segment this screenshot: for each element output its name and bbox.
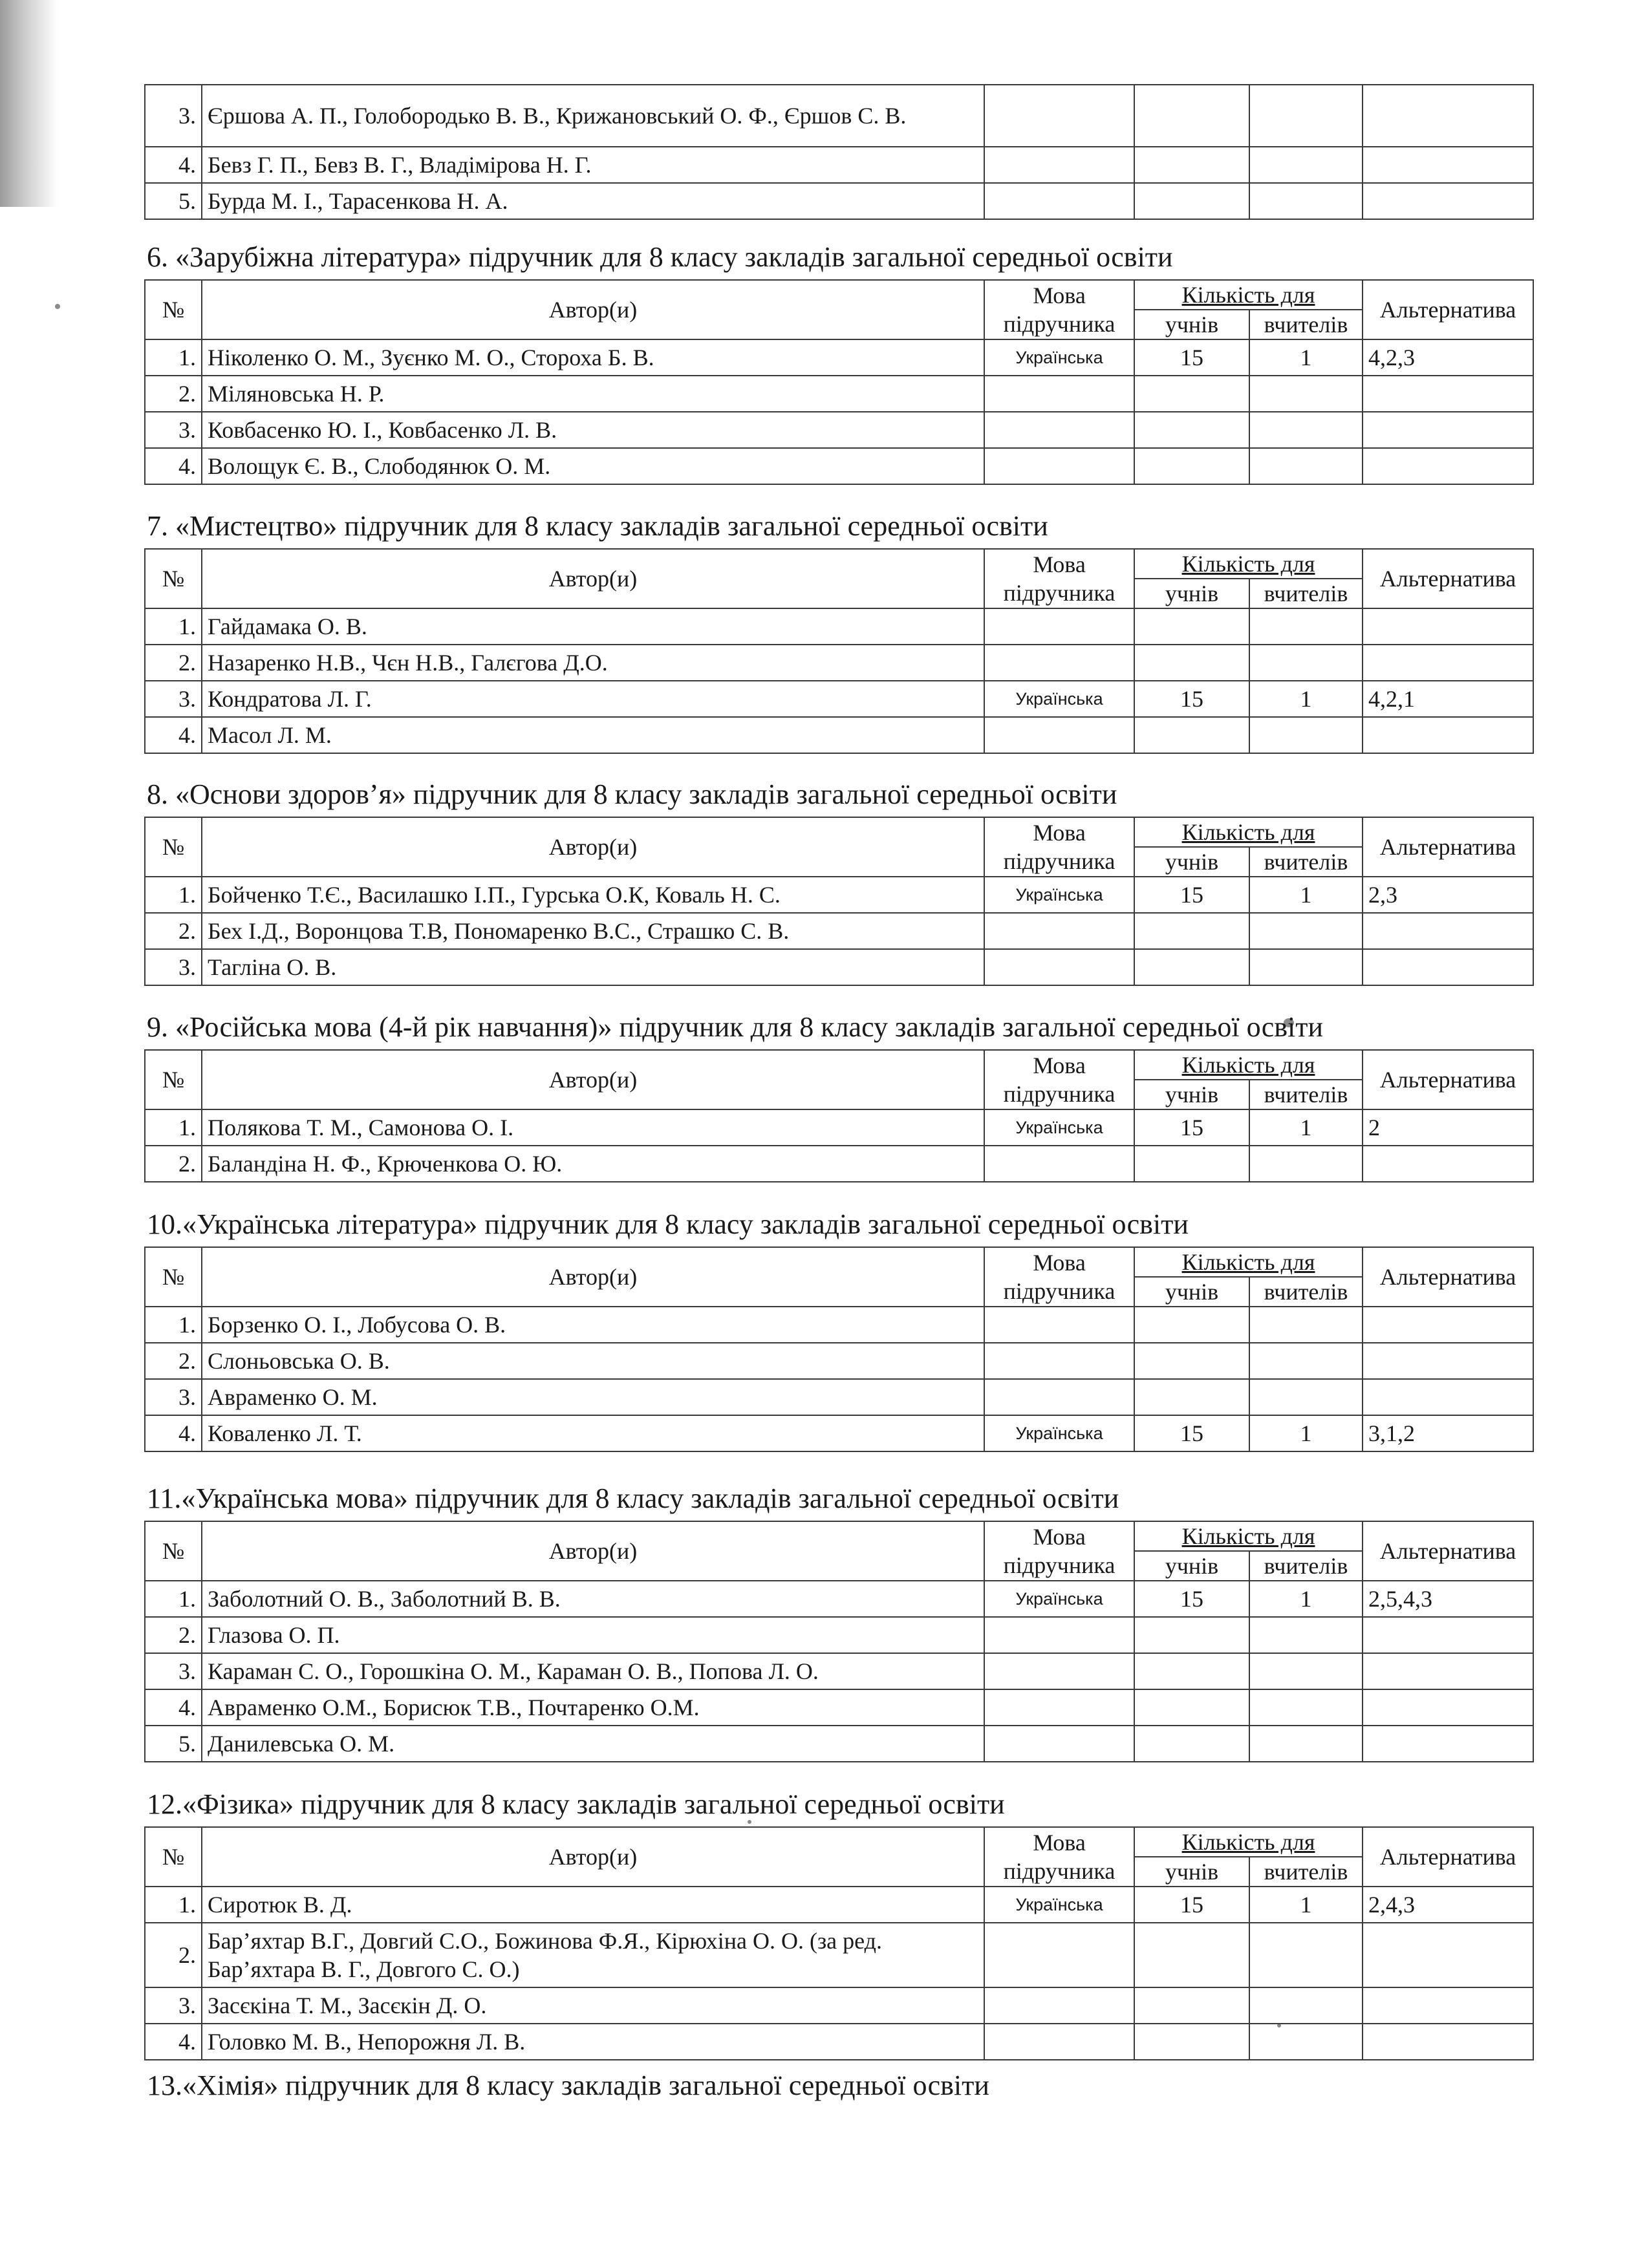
col-header-alternative: Альтернатива xyxy=(1363,549,1533,608)
row-number: 3. xyxy=(145,412,202,448)
continued-table xyxy=(144,84,1534,220)
row-authors: Данилевська О. М. xyxy=(202,1726,984,1762)
col-header-alternative: Альтернатива xyxy=(1363,817,1533,877)
row-students-count xyxy=(1134,183,1249,219)
col-header-quantity: Кількість для xyxy=(1134,1247,1363,1277)
row-language: Українська xyxy=(984,681,1134,717)
row-alternative xyxy=(1363,448,1533,484)
row-number: 3. xyxy=(145,1987,202,2024)
row-alternative xyxy=(1363,376,1533,412)
row-number: 1. xyxy=(145,877,202,913)
row-teachers-count: 1 xyxy=(1249,681,1363,717)
col-header-num: № xyxy=(145,1827,202,1887)
table-row xyxy=(145,913,1533,949)
col-header-authors: Автор(и) xyxy=(202,280,984,339)
col-header-teachers: вчителів xyxy=(1249,1857,1363,1887)
col-header-quantity: Кількість для xyxy=(1134,817,1363,847)
col-header-num: № xyxy=(145,1521,202,1581)
section-block xyxy=(144,1208,1533,1452)
row-students-count xyxy=(1134,448,1249,484)
col-header-alternative: Альтернатива xyxy=(1363,1247,1533,1307)
row-teachers-count xyxy=(1249,1617,1363,1653)
col-header-students: учнів xyxy=(1134,847,1249,877)
row-authors: Сиротюк В. Д. xyxy=(202,1887,984,1923)
row-alternative xyxy=(1363,2024,1533,2060)
row-language xyxy=(984,1987,1134,2024)
row-language: Українська xyxy=(984,1887,1134,1923)
row-teachers-count: 1 xyxy=(1249,877,1363,913)
row-alternative: 4,2,3 xyxy=(1363,339,1533,376)
row-students-count xyxy=(1134,85,1249,147)
row-authors: Бех І.Д., Воронцова Т.В, Пономаренко В.С., Страшко С. В. xyxy=(202,913,984,949)
section-heading: 9. «Російська мова (4-й рік навчання)» підручник для 8 класу закладів загальної середньої освіти xyxy=(147,1011,1324,1043)
row-teachers-count xyxy=(1249,1146,1363,1182)
col-header-students: учнів xyxy=(1134,1551,1249,1581)
row-authors: Гайдамака О. В. xyxy=(202,608,984,645)
row-language xyxy=(984,1307,1134,1343)
col-header-num: № xyxy=(145,817,202,877)
table-header-row xyxy=(145,817,1533,847)
row-number: 2. xyxy=(145,1923,202,1987)
row-authors: Волощук Є. В., Слободянюк О. М. xyxy=(202,448,984,484)
table-row xyxy=(145,1987,1533,2024)
textbook-table xyxy=(144,1826,1534,2060)
col-header-quantity: Кількість для xyxy=(1134,1050,1363,1080)
row-students-count xyxy=(1134,645,1249,681)
row-authors: Засєкіна Т. М., Засєкін Д. О. xyxy=(202,1987,984,2024)
row-authors: Назаренко Н.В., Чєн Н.В., Галєгова Д.О. xyxy=(202,645,984,681)
row-alternative: 2,3 xyxy=(1363,877,1533,913)
row-number: 1. xyxy=(145,1581,202,1617)
table-row xyxy=(145,645,1533,681)
row-students-count xyxy=(1134,1987,1249,2024)
row-students-count xyxy=(1134,1689,1249,1726)
row-teachers-count xyxy=(1249,1726,1363,1762)
row-alternative xyxy=(1363,1653,1533,1689)
row-language xyxy=(984,147,1134,183)
row-number: 5. xyxy=(145,1726,202,1762)
row-authors: Бойченко Т.Є., Василашко І.П., Гурська О.К, Коваль Н. С. xyxy=(202,877,984,913)
col-header-teachers: вчителів xyxy=(1249,1277,1363,1307)
row-authors: Заболотний О. В., Заболотний В. В. xyxy=(202,1581,984,1617)
row-authors: Коваленко Л. Т. xyxy=(202,1415,984,1451)
row-alternative xyxy=(1363,412,1533,448)
row-authors: Полякова Т. М., Самонова О. І. xyxy=(202,1109,984,1146)
row-authors: Караман С. О., Горошкіна О. М., Караман О. В., Попова Л. О. xyxy=(202,1653,984,1689)
row-alternative xyxy=(1363,85,1533,147)
row-number: 4. xyxy=(145,448,202,484)
col-header-language: Мова підручника xyxy=(984,1247,1134,1307)
row-students-count xyxy=(1134,1379,1249,1415)
row-authors: Міляновська Н. Р. xyxy=(202,376,984,412)
row-students-count xyxy=(1134,1343,1249,1379)
col-header-num: № xyxy=(145,1247,202,1307)
row-students-count xyxy=(1134,1923,1249,1987)
col-header-authors: Автор(и) xyxy=(202,817,984,877)
row-students-count xyxy=(1134,1726,1249,1762)
row-language xyxy=(984,85,1134,147)
row-number: 2. xyxy=(145,376,202,412)
row-number: 1. xyxy=(145,1109,202,1146)
col-header-language: Мова підручника xyxy=(984,1827,1134,1887)
section-block xyxy=(144,1788,1533,2060)
table-row xyxy=(145,2024,1533,2060)
row-teachers-count xyxy=(1249,376,1363,412)
row-students-count xyxy=(1134,2024,1249,2060)
row-language xyxy=(984,1653,1134,1689)
row-language xyxy=(984,645,1134,681)
textbook-table xyxy=(144,1049,1534,1182)
row-number: 4. xyxy=(145,1689,202,1726)
col-header-students: учнів xyxy=(1134,310,1249,339)
row-language xyxy=(984,913,1134,949)
row-alternative: 2,5,4,3 xyxy=(1363,1581,1533,1617)
row-students-count xyxy=(1134,949,1249,985)
row-students-count xyxy=(1134,717,1249,753)
row-language xyxy=(984,376,1134,412)
row-number: 4. xyxy=(145,147,202,183)
col-header-authors: Автор(и) xyxy=(202,1247,984,1307)
row-students-count: 15 xyxy=(1134,339,1249,376)
table-row xyxy=(145,1887,1533,1923)
row-authors: Бар’яхтар В.Г., Довгий С.О., Божинова Ф.Я., Кірюхіна О. О. (за ред. Бар’яхтара В. Г., Довгого С. О.) xyxy=(202,1923,984,1987)
row-number: 1. xyxy=(145,1307,202,1343)
table-header-row xyxy=(145,1247,1533,1277)
row-number: 3. xyxy=(145,85,202,147)
row-authors: Бевз Г. П., Бевз В. Г., Владімірова Н. Г. xyxy=(202,147,984,183)
row-teachers-count xyxy=(1249,717,1363,753)
row-language xyxy=(984,717,1134,753)
section-heading: 6. «Зарубіжна література» підручник для 8 класу закладів загальної середньої освіти xyxy=(147,241,1173,273)
row-teachers-count: 1 xyxy=(1249,1109,1363,1146)
row-alternative: 2,4,3 xyxy=(1363,1887,1533,1923)
section-heading: 8. «Основи здоров’я» підручник для 8 класу закладів загальної середньої освіти xyxy=(147,778,1117,810)
row-students-count xyxy=(1134,376,1249,412)
row-language xyxy=(984,1726,1134,1762)
col-header-alternative: Альтернатива xyxy=(1363,280,1533,339)
col-header-quantity: Кількість для xyxy=(1134,1827,1363,1857)
table-row xyxy=(145,147,1533,183)
section-block xyxy=(144,1011,1533,1182)
col-header-teachers: вчителів xyxy=(1249,847,1363,877)
col-header-authors: Автор(и) xyxy=(202,1521,984,1581)
table-row xyxy=(145,1343,1533,1379)
row-students-count xyxy=(1134,1653,1249,1689)
row-number: 2. xyxy=(145,1146,202,1182)
table-row xyxy=(145,1109,1533,1146)
row-alternative xyxy=(1363,183,1533,219)
table-header-row xyxy=(145,1521,1533,1551)
table-row xyxy=(145,448,1533,484)
table-row xyxy=(145,1581,1533,1617)
scan-speck xyxy=(55,304,60,309)
row-students-count: 15 xyxy=(1134,1415,1249,1451)
table-row xyxy=(145,1653,1533,1689)
col-header-language: Мова підручника xyxy=(984,817,1134,877)
row-language xyxy=(984,1689,1134,1726)
row-teachers-count xyxy=(1249,1689,1363,1726)
row-authors: Масол Л. М. xyxy=(202,717,984,753)
col-header-teachers: вчителів xyxy=(1249,310,1363,339)
row-alternative xyxy=(1363,147,1533,183)
row-number: 2. xyxy=(145,1343,202,1379)
table-row xyxy=(145,1307,1533,1343)
row-alternative xyxy=(1363,913,1533,949)
section-block xyxy=(144,2069,1533,2108)
row-teachers-count: 1 xyxy=(1249,1581,1363,1617)
row-teachers-count: 1 xyxy=(1249,1415,1363,1451)
continued-table-block xyxy=(144,84,1533,220)
row-alternative: 3,1,2 xyxy=(1363,1415,1533,1451)
table-row xyxy=(145,1415,1533,1451)
col-header-language: Мова підручника xyxy=(984,1521,1134,1581)
textbook-table xyxy=(144,1246,1534,1452)
table-row xyxy=(145,1726,1533,1762)
col-header-quantity: Кількість для xyxy=(1134,1521,1363,1551)
row-alternative xyxy=(1363,1307,1533,1343)
row-alternative: 4,2,1 xyxy=(1363,681,1533,717)
row-number: 4. xyxy=(145,1415,202,1451)
col-header-num: № xyxy=(145,549,202,608)
row-teachers-count xyxy=(1249,85,1363,147)
row-teachers-count xyxy=(1249,147,1363,183)
section-heading: 11.«Українська мова» підручник для 8 класу закладів загальної середньої освіти xyxy=(147,1482,1119,1514)
col-header-language: Мова підручника xyxy=(984,1050,1134,1109)
row-number: 2. xyxy=(145,645,202,681)
section-heading: 10.«Українська література» підручник для 8 класу закладів загальної середньої освіти xyxy=(147,1208,1189,1240)
col-header-language: Мова підручника xyxy=(984,549,1134,608)
col-header-teachers: вчителів xyxy=(1249,579,1363,608)
row-number: 1. xyxy=(145,608,202,645)
row-students-count xyxy=(1134,1146,1249,1182)
row-alternative xyxy=(1363,1146,1533,1182)
row-teachers-count xyxy=(1249,1923,1363,1987)
row-language: Українська xyxy=(984,339,1134,376)
table-row xyxy=(145,681,1533,717)
section-block xyxy=(144,778,1533,986)
table-row xyxy=(145,1689,1533,1726)
row-alternative: 2 xyxy=(1363,1109,1533,1146)
col-header-alternative: Альтернатива xyxy=(1363,1827,1533,1887)
table-row xyxy=(145,183,1533,219)
row-teachers-count xyxy=(1249,913,1363,949)
table-row xyxy=(145,1923,1533,1987)
section-block xyxy=(144,1482,1533,1762)
row-alternative xyxy=(1363,717,1533,753)
row-students-count: 15 xyxy=(1134,1887,1249,1923)
row-alternative xyxy=(1363,1987,1533,2024)
row-teachers-count xyxy=(1249,1987,1363,2024)
row-authors: Ковбасенко Ю. І., Ковбасенко Л. В. xyxy=(202,412,984,448)
row-language xyxy=(984,1379,1134,1415)
col-header-students: учнів xyxy=(1134,579,1249,608)
section-heading: 12.«Фізика» підручник для 8 класу закладів загальної середньої освіти xyxy=(147,1788,1005,1820)
col-header-authors: Автор(и) xyxy=(202,549,984,608)
row-authors: Кондратова Л. Г. xyxy=(202,681,984,717)
row-teachers-count xyxy=(1249,1379,1363,1415)
row-language: Українська xyxy=(984,877,1134,913)
row-authors: Авраменко О. М. xyxy=(202,1379,984,1415)
table-row xyxy=(145,1617,1533,1653)
row-authors: Слоньовська О. В. xyxy=(202,1343,984,1379)
row-language xyxy=(984,2024,1134,2060)
row-students-count xyxy=(1134,1307,1249,1343)
col-header-quantity: Кількість для xyxy=(1134,549,1363,579)
row-language xyxy=(984,949,1134,985)
row-language: Українська xyxy=(984,1415,1134,1451)
row-alternative xyxy=(1363,608,1533,645)
table-row xyxy=(145,85,1533,147)
row-authors: Борзенко О. І., Лобусова О. В. xyxy=(202,1307,984,1343)
row-authors: Глазова О. П. xyxy=(202,1617,984,1653)
section-heading: 13.«Хімія» підручник для 8 класу закладів загальної середньої освіти xyxy=(147,2070,989,2101)
row-students-count: 15 xyxy=(1134,681,1249,717)
col-header-num: № xyxy=(145,280,202,339)
table-row xyxy=(145,376,1533,412)
row-number: 3. xyxy=(145,1379,202,1415)
col-header-alternative: Альтернатива xyxy=(1363,1050,1533,1109)
row-teachers-count xyxy=(1249,1307,1363,1343)
row-authors: Єршова А. П., Голобородько В. В., Крижановський О. Ф., Єршов С. В. xyxy=(202,85,984,147)
row-alternative xyxy=(1363,1343,1533,1379)
row-alternative xyxy=(1363,1617,1533,1653)
row-teachers-count xyxy=(1249,412,1363,448)
col-header-students: учнів xyxy=(1134,1080,1249,1109)
row-authors: Бурда М. І., Тарасенкова Н. А. xyxy=(202,183,984,219)
row-language: Українська xyxy=(984,1581,1134,1617)
table-row xyxy=(145,949,1533,985)
section-block xyxy=(144,509,1533,754)
textbook-table xyxy=(144,1521,1534,1762)
section-heading: 7. «Мистецтво» підручник для 8 класу закладів загальної середньої освіти xyxy=(147,510,1048,542)
col-header-authors: Автор(и) xyxy=(202,1050,984,1109)
section-block xyxy=(144,241,1533,485)
row-teachers-count xyxy=(1249,183,1363,219)
table-header-row xyxy=(145,280,1533,310)
table-row xyxy=(145,717,1533,753)
row-students-count: 15 xyxy=(1134,1109,1249,1146)
row-alternative xyxy=(1363,1689,1533,1726)
row-number: 3. xyxy=(145,681,202,717)
table-row xyxy=(145,412,1533,448)
textbook-table xyxy=(144,279,1534,485)
col-header-teachers: вчителів xyxy=(1249,1551,1363,1581)
textbook-table xyxy=(144,548,1534,754)
row-language xyxy=(984,1146,1134,1182)
row-number: 1. xyxy=(145,1887,202,1923)
row-language xyxy=(984,412,1134,448)
row-teachers-count xyxy=(1249,645,1363,681)
row-language xyxy=(984,608,1134,645)
row-authors: Головко М. В., Непорожня Л. В. xyxy=(202,2024,984,2060)
row-students-count: 15 xyxy=(1134,1581,1249,1617)
row-alternative xyxy=(1363,1923,1533,1987)
table-header-row xyxy=(145,1050,1533,1080)
row-number: 2. xyxy=(145,1617,202,1653)
col-header-students: учнів xyxy=(1134,1857,1249,1887)
col-header-num: № xyxy=(145,1050,202,1109)
row-teachers-count xyxy=(1249,2024,1363,2060)
table-row xyxy=(145,1146,1533,1182)
row-authors: Баландіна Н. Ф., Крюченкова О. Ю. xyxy=(202,1146,984,1182)
row-authors: Авраменко О.М., Борисюк Т.В., Почтаренко О.М. xyxy=(202,1689,984,1726)
row-students-count xyxy=(1134,1617,1249,1653)
row-students-count xyxy=(1134,147,1249,183)
row-teachers-count xyxy=(1249,448,1363,484)
row-alternative xyxy=(1363,1379,1533,1415)
col-header-authors: Автор(и) xyxy=(202,1827,984,1887)
row-number: 1. xyxy=(145,339,202,376)
row-teachers-count xyxy=(1249,608,1363,645)
row-students-count: 15 xyxy=(1134,877,1249,913)
scan-edge-shadow xyxy=(0,0,58,207)
row-language xyxy=(984,1617,1134,1653)
textbook-table xyxy=(144,817,1534,986)
col-header-alternative: Альтернатива xyxy=(1363,1521,1533,1581)
col-header-quantity: Кількість для xyxy=(1134,280,1363,310)
table-row xyxy=(145,339,1533,376)
col-header-teachers: вчителів xyxy=(1249,1080,1363,1109)
row-teachers-count xyxy=(1249,1343,1363,1379)
row-authors: Ніколенко О. М., Зуєнко М. О., Стороха Б. В. xyxy=(202,339,984,376)
row-alternative xyxy=(1363,1726,1533,1762)
row-number: 3. xyxy=(145,1653,202,1689)
row-alternative xyxy=(1363,645,1533,681)
row-alternative xyxy=(1363,949,1533,985)
row-number: 4. xyxy=(145,2024,202,2060)
row-number: 4. xyxy=(145,717,202,753)
table-row xyxy=(145,877,1533,913)
row-language: Українська xyxy=(984,1109,1134,1146)
col-header-students: учнів xyxy=(1134,1277,1249,1307)
table-row xyxy=(145,1379,1533,1415)
col-header-language: Мова підручника xyxy=(984,280,1134,339)
row-students-count xyxy=(1134,913,1249,949)
table-header-row xyxy=(145,1827,1533,1857)
row-language xyxy=(984,1923,1134,1987)
table-header-row xyxy=(145,549,1533,579)
row-language xyxy=(984,448,1134,484)
row-language xyxy=(984,183,1134,219)
row-teachers-count: 1 xyxy=(1249,339,1363,376)
row-teachers-count xyxy=(1249,949,1363,985)
row-language xyxy=(984,1343,1134,1379)
row-students-count xyxy=(1134,412,1249,448)
row-teachers-count: 1 xyxy=(1249,1887,1363,1923)
row-number: 3. xyxy=(145,949,202,985)
row-number: 2. xyxy=(145,913,202,949)
row-students-count xyxy=(1134,608,1249,645)
row-number: 5. xyxy=(145,183,202,219)
table-row xyxy=(145,608,1533,645)
row-teachers-count xyxy=(1249,1653,1363,1689)
row-authors: Тагліна О. В. xyxy=(202,949,984,985)
